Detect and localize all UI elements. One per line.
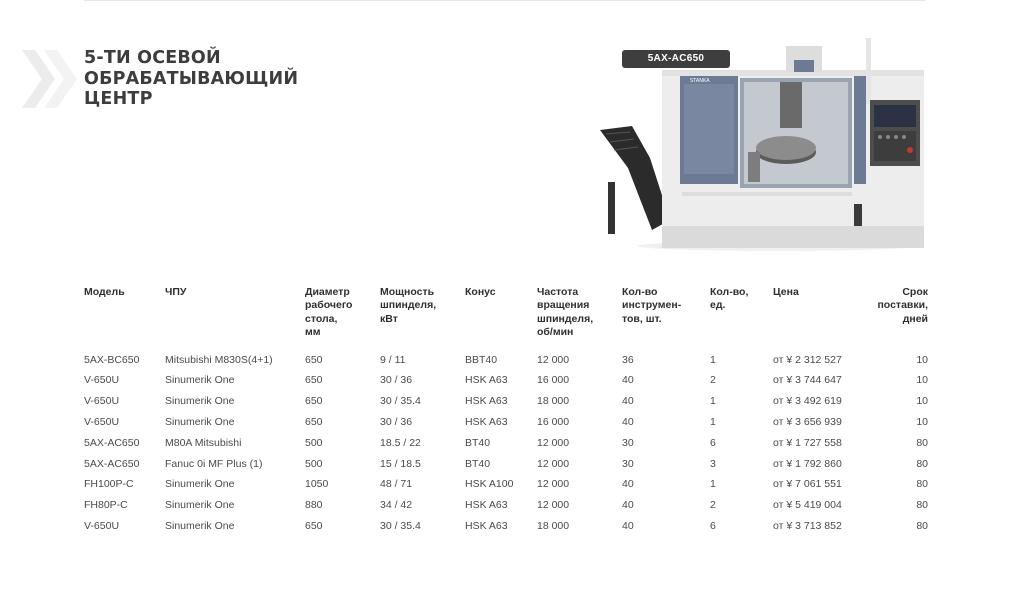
cell-table-diameter: 650 xyxy=(305,416,323,429)
column-header-line: Срок xyxy=(902,286,928,298)
cell-quantity: 1 xyxy=(710,416,716,429)
cell-table-diameter: 650 xyxy=(305,520,323,532)
cell-cnc: Sinumerik One xyxy=(165,395,235,408)
column-header-line: инструмен- xyxy=(622,299,682,312)
column-header-line: тов, шт. xyxy=(622,312,662,325)
cell-price: от ¥ 3 656 939 xyxy=(773,416,842,429)
cell-price: от ¥ 7 061 551 xyxy=(773,478,842,491)
cell-cnc: M80A Mitsubishi xyxy=(165,436,242,449)
cell-spindle-speed: 12 000 xyxy=(537,353,570,366)
cell-taper: HSK A63 xyxy=(465,416,508,429)
cell-model: V-650U xyxy=(84,395,120,408)
table-row xyxy=(84,350,928,371)
cell-spindle-power: 34 / 42 xyxy=(380,499,413,512)
cell-delivery-time: 80 xyxy=(916,457,928,470)
cell-table-diameter: 650 xyxy=(305,353,323,366)
column-header-line: Диаметр xyxy=(305,286,350,298)
table-row xyxy=(84,474,928,495)
column-header-table-diameter xyxy=(305,286,380,350)
column-header-line: об/мин xyxy=(537,326,574,339)
cell-quantity: 2 xyxy=(710,499,716,512)
cell-quantity: 1 xyxy=(710,353,716,366)
cell-table-diameter: 1050 xyxy=(305,478,329,491)
model-badge: 5AX-AC650 xyxy=(622,50,730,68)
column-header-spindle-speed xyxy=(537,286,622,350)
cell-spindle-power: 48 / 71 xyxy=(380,478,413,491)
cell-delivery-time: 10 xyxy=(916,353,928,366)
cell-delivery-time: 80 xyxy=(916,478,928,491)
cell-cnc: Sinumerik One xyxy=(165,416,235,429)
cell-delivery-time: 10 xyxy=(916,395,928,408)
cell-tool-count: 40 xyxy=(622,395,634,408)
cell-table-diameter: 500 xyxy=(305,436,323,449)
cell-taper: HSK A63 xyxy=(465,499,508,512)
cell-spindle-speed: 12 000 xyxy=(537,457,570,470)
cell-spindle-power: 30 / 35.4 xyxy=(380,520,421,532)
column-header-line: рабочего xyxy=(305,299,353,312)
cell-spindle-speed: 12 000 xyxy=(537,478,570,491)
cell-tool-count: 30 xyxy=(622,436,634,449)
specs-table xyxy=(84,286,928,537)
page-title xyxy=(84,48,384,110)
cell-quantity: 6 xyxy=(710,436,716,449)
cell-spindle-power: 9 / 11 xyxy=(380,353,406,366)
column-header-line: ЧПУ xyxy=(165,286,187,298)
column-header-line: вращения xyxy=(537,299,590,312)
cell-taper: BBT40 xyxy=(465,353,498,366)
cell-spindle-speed: 18 000 xyxy=(537,395,570,408)
cell-cnc: Sinumerik One xyxy=(165,478,235,491)
column-header-line: Цена xyxy=(773,286,799,298)
cell-delivery-time: 10 xyxy=(916,374,928,387)
cell-spindle-speed: 16 000 xyxy=(537,416,570,429)
column-header-tool-count xyxy=(622,286,710,350)
cell-quantity: 1 xyxy=(710,478,716,491)
cell-tool-count: 40 xyxy=(622,374,634,387)
column-header-cnc xyxy=(165,286,305,350)
column-header-line: стола, xyxy=(305,312,338,325)
cell-taper: BT40 xyxy=(465,436,491,449)
cell-spindle-speed: 12 000 xyxy=(537,436,570,449)
cell-taper: HSK A63 xyxy=(465,520,508,532)
cell-spindle-power: 30 / 36 xyxy=(380,416,413,429)
column-header-model xyxy=(84,286,165,350)
cell-cnc: Mitsubishi M830S(4+1) xyxy=(165,353,273,366)
chevron-decoration-icon xyxy=(22,50,78,108)
cell-model: V-650U xyxy=(84,520,120,532)
column-header-line: Модель xyxy=(84,286,125,298)
column-header-line: кВт xyxy=(380,312,398,325)
table-body xyxy=(84,350,928,537)
cell-delivery-time: 80 xyxy=(916,520,928,532)
column-header-delivery-time xyxy=(870,286,928,350)
cell-price: от ¥ 1 792 860 xyxy=(773,457,842,470)
table-row xyxy=(84,370,928,391)
cell-price: от ¥ 3 492 619 xyxy=(773,395,842,408)
cell-spindle-power: 18.5 / 22 xyxy=(380,436,421,449)
cell-spindle-power: 30 / 36 xyxy=(380,374,413,387)
table-row xyxy=(84,391,928,412)
cell-model: FH80P-C xyxy=(84,499,128,512)
top-divider xyxy=(84,0,926,1)
column-header-line: Мощность xyxy=(380,286,435,298)
cell-tool-count: 40 xyxy=(622,416,634,429)
cell-model: 5AX-AC650 xyxy=(84,436,140,449)
column-header-price xyxy=(773,286,870,350)
machine-logo: STANKA xyxy=(690,78,710,84)
column-header-line: Частота xyxy=(537,286,579,298)
table-row xyxy=(84,454,928,475)
cell-delivery-time: 80 xyxy=(916,436,928,449)
page-title-line: 5-ТИ ОСЕВОЙ xyxy=(84,48,221,68)
cell-price: от ¥ 2 312 527 xyxy=(773,353,842,366)
cell-price: от ¥ 3 744 647 xyxy=(773,374,842,387)
cell-model: 5AX-BC650 xyxy=(84,353,140,366)
cell-tool-count: 40 xyxy=(622,478,634,491)
cell-tool-count: 40 xyxy=(622,520,634,532)
page-title-line: ЦЕНТР xyxy=(84,89,153,109)
cell-tool-count: 40 xyxy=(622,499,634,512)
column-header-line: поставки, xyxy=(877,299,928,312)
table-header-row xyxy=(84,286,928,350)
cell-cnc: Fanuc 0i MF Plus (1) xyxy=(165,457,263,470)
cell-taper: HSK A100 xyxy=(465,478,514,491)
cell-quantity: 2 xyxy=(710,374,716,387)
cell-delivery-time: 80 xyxy=(916,499,928,512)
cell-taper: BT40 xyxy=(465,457,491,470)
cell-spindle-power: 30 / 35.4 xyxy=(380,395,421,408)
cell-tool-count: 36 xyxy=(622,353,634,366)
cell-cnc: Sinumerik One xyxy=(165,520,235,532)
column-header-line: ед. xyxy=(710,299,726,312)
table-row xyxy=(84,412,928,433)
cell-model: V-650U xyxy=(84,416,120,429)
cell-table-diameter: 880 xyxy=(305,499,323,512)
table-row xyxy=(84,433,928,454)
cell-spindle-speed: 12 000 xyxy=(537,499,570,512)
cell-price: от ¥ 3 713 852 xyxy=(773,520,842,532)
cell-delivery-time: 10 xyxy=(916,416,928,429)
cell-table-diameter: 650 xyxy=(305,395,323,408)
cell-model: FH100P-C xyxy=(84,478,134,491)
column-header-spindle-power xyxy=(380,286,465,350)
cell-cnc: Sinumerik One xyxy=(165,499,235,512)
cell-quantity: 6 xyxy=(710,520,716,532)
column-header-line: шпинделя, xyxy=(380,299,437,312)
cell-tool-count: 30 xyxy=(622,457,634,470)
column-header-line: мм xyxy=(305,326,321,339)
table-row xyxy=(84,495,928,516)
cell-taper: HSK A63 xyxy=(465,395,508,408)
cell-spindle-speed: 16 000 xyxy=(537,374,570,387)
column-header-line: Конус xyxy=(465,286,496,298)
column-header-line: шпинделя, xyxy=(537,312,594,325)
column-header-taper xyxy=(465,286,537,350)
column-header-line: дней xyxy=(902,312,928,325)
cell-price: от ¥ 1 727 558 xyxy=(773,436,842,449)
column-header-line: Кол-во, xyxy=(710,286,749,298)
cell-quantity: 3 xyxy=(710,457,716,470)
cell-model: 5AX-AC650 xyxy=(84,457,140,470)
cell-cnc: Sinumerik One xyxy=(165,374,235,387)
cell-taper: HSK A63 xyxy=(465,374,508,387)
column-header-quantity xyxy=(710,286,773,350)
cell-table-diameter: 500 xyxy=(305,457,323,470)
table-row xyxy=(84,516,928,537)
cell-quantity: 1 xyxy=(710,395,716,408)
cell-model: V-650U xyxy=(84,374,120,387)
cell-spindle-power: 15 / 18.5 xyxy=(380,457,421,470)
cell-table-diameter: 650 xyxy=(305,374,323,387)
cell-price: от ¥ 5 419 004 xyxy=(773,499,842,512)
page-title-line: ОБРАБАТЫВАЮЩИЙ xyxy=(84,68,299,89)
column-header-line: Кол-во xyxy=(622,286,658,298)
cell-spindle-speed: 18 000 xyxy=(537,520,570,532)
